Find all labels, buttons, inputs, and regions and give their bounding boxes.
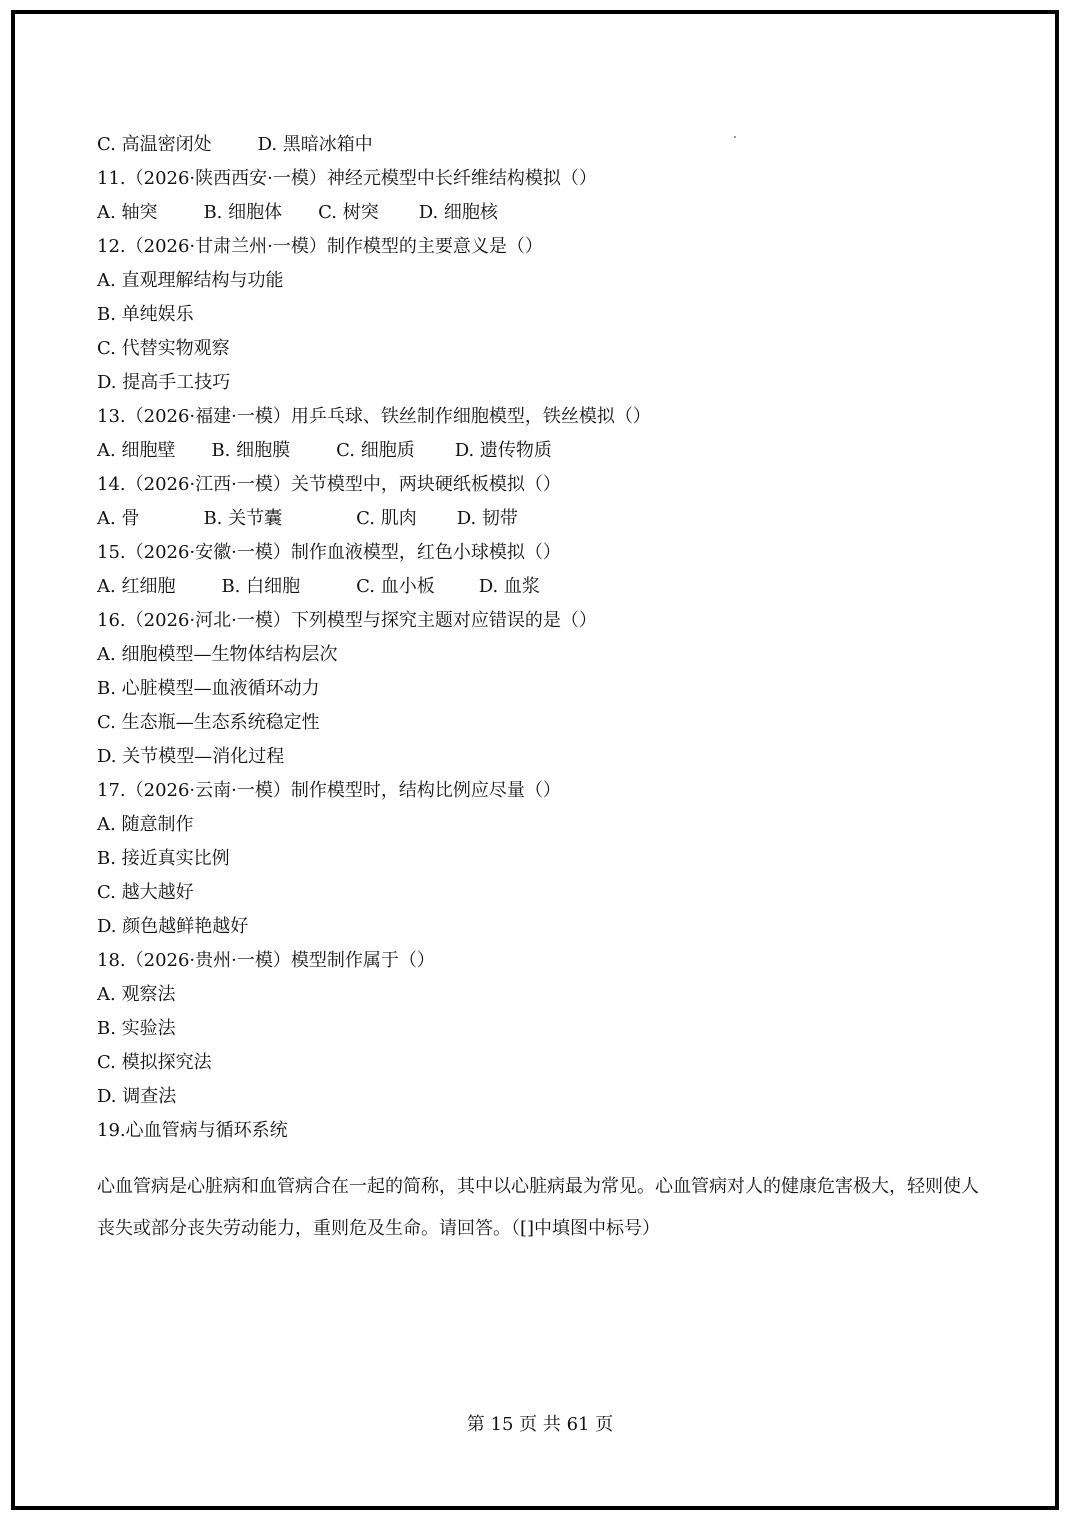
option-line: D. 提高手工技巧 xyxy=(97,372,231,393)
option-line: C. 代替实物观察 xyxy=(97,338,230,359)
option-text: A. 细胞壁 xyxy=(97,440,176,461)
option-text: C. 高温密闭处 xyxy=(97,134,212,155)
option-text: B. 细胞体 xyxy=(203,202,283,223)
question-stem: 12.（2026·甘肃兰州·一模）制作模型的主要意义是（） xyxy=(97,236,543,257)
option-line: C. 生态瓶—生态系统稳定性 xyxy=(97,712,320,733)
option-text: C. 细胞质 xyxy=(336,440,415,461)
question-stem: 15.（2026·安徽·一模）制作血液模型，红色小球模拟（） xyxy=(97,542,561,563)
option-line: D. 颜色越鲜艳越好 xyxy=(97,916,249,937)
option-line: A. 随意制作 xyxy=(97,814,194,835)
option-text: D. 细胞核 xyxy=(418,202,498,223)
option-line: D. 调查法 xyxy=(97,1086,177,1107)
option-text: C. 血小板 xyxy=(356,576,435,597)
option-line: B. 接近真实比例 xyxy=(97,848,230,869)
option-line: A. 直观理解结构与功能 xyxy=(97,270,284,291)
option-text: D. 韧带 xyxy=(456,508,518,529)
options-row xyxy=(97,128,987,162)
option-text: D. 血浆 xyxy=(478,576,540,597)
option-text: C. 肌肉 xyxy=(356,508,417,529)
page-number-footer: 第 15 页 共 61 页 xyxy=(466,1414,614,1435)
option-line: A. 观察法 xyxy=(97,984,176,1005)
option-text: A. 轴突 xyxy=(97,202,158,223)
option-line: B. 单纯娱乐 xyxy=(97,304,194,325)
option-line: C. 越大越好 xyxy=(97,882,194,903)
question-stem: 11.（2026·陕西西安·一模）神经元模型中长纤维结构模拟（） xyxy=(97,168,597,189)
option-line: B. 实验法 xyxy=(97,1018,176,1039)
question-stem: 16.（2026·河北·一模）下列模型与探究主题对应错误的是（） xyxy=(97,610,597,631)
option-line: C. 模拟探究法 xyxy=(97,1052,212,1073)
option-text: B. 白细胞 xyxy=(221,576,301,597)
option-text: A. 骨 xyxy=(97,508,140,529)
option-line: A. 细胞模型—生物体结构层次 xyxy=(97,644,338,665)
question-stem: 17.（2026·云南·一模）制作模型时，结构比例应尽量（） xyxy=(97,780,561,801)
option-text: C. 树突 xyxy=(318,202,379,223)
option-text: B. 关节囊 xyxy=(203,508,283,529)
question-lines xyxy=(97,128,987,1148)
option-line: D. 关节模型—消化过程 xyxy=(97,746,285,767)
question-stem: 18.（2026·贵州·一模）模型制作属于（） xyxy=(97,950,435,971)
question-stem: 19.心血管病与循环系统 xyxy=(97,1120,288,1141)
question-content xyxy=(97,128,987,1250)
option-text: B. 细胞膜 xyxy=(211,440,291,461)
options-row xyxy=(97,196,987,230)
options-row xyxy=(97,434,987,468)
options-row xyxy=(97,502,987,536)
question-stem: 14.（2026·江西·一模）关节模型中，两块硬纸板模拟（） xyxy=(97,474,561,495)
option-text: D. 遗传物质 xyxy=(454,440,552,461)
option-line: B. 心脏模型—血液循环动力 xyxy=(97,678,320,699)
question-stem: 13.（2026·福建·一模）用乒乓球、铁丝制作细胞模型，铁丝模拟（） xyxy=(97,406,651,427)
option-text: D. 黑暗冰箱中 xyxy=(257,134,373,155)
passage-text: 心血管病是心脏病和血管病合在一起的简称，其中以心脏病最为常见。心血管病对人的健康危害极大，轻则使人丧失或部分丧失劳动能力，重则危及生命。请回答。（[]中填图中标号） xyxy=(97,1176,979,1239)
options-row xyxy=(97,570,987,604)
option-text: A. 红细胞 xyxy=(97,576,176,597)
